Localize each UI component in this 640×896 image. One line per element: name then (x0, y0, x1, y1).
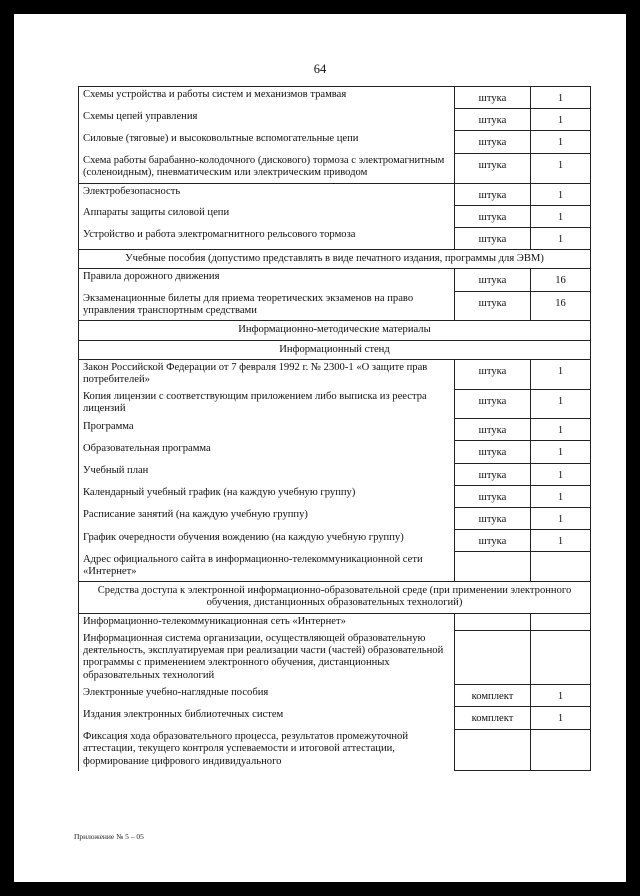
unit-cell: штука (455, 153, 531, 183)
unit-cell: штука (455, 291, 531, 321)
item-name-cell: Устройство и работа электромагнитного рельсового тормоза (79, 227, 455, 249)
table-row (79, 485, 591, 507)
table-row (79, 685, 591, 707)
unit-cell: штука (455, 205, 531, 227)
unit-cell: штука (455, 389, 531, 418)
section-heading-textbooks: Учебные пособия (допустимо представлять в виде печатного издания, программы для ЭВМ) (79, 250, 591, 269)
table-row (79, 552, 591, 582)
item-name-cell: Электробезопасность (79, 183, 455, 205)
quantity-cell: 16 (531, 291, 591, 321)
item-name-cell: Схема работы барабанно-колодочного (дискового) тормоза с электромагнитным (соленоидным), пневматическим или электрическим приводом (79, 153, 455, 183)
item-name-cell: Календарный учебный график (на каждую учебную группу) (79, 485, 455, 507)
table-row (79, 109, 591, 131)
quantity-cell: 1 (531, 507, 591, 529)
quantity-cell (531, 631, 591, 685)
item-name-cell: Электронные учебно-наглядные пособия (79, 685, 455, 707)
unit-cell (455, 552, 531, 582)
section-row (79, 340, 591, 359)
quantity-cell: 1 (531, 463, 591, 485)
footer-note: Приложение № 5 – 05 (74, 832, 144, 841)
section-heading-access: Средства доступа к электронной информационно-образовательной среде (при применении электронного обучения, дистанционных образовательных технологий) (79, 582, 591, 613)
unit-cell: штука (455, 485, 531, 507)
quantity-cell: 1 (531, 109, 591, 131)
table-row (79, 269, 591, 291)
equipment-table (78, 86, 591, 771)
unit-cell: штука (455, 87, 531, 109)
quantity-cell: 1 (531, 685, 591, 707)
item-name-cell: Программа (79, 419, 455, 441)
item-name-cell: Силовые (тяговые) и высоковольтные вспомогательные цепи (79, 131, 455, 153)
item-name-cell: Образовательная программа (79, 441, 455, 463)
item-name-cell: Закон Российской Федерации от 7 февраля 1992 г. № 2300-1 «О защите прав потребителей» (79, 359, 455, 389)
quantity-cell: 1 (531, 183, 591, 205)
table-row (79, 131, 591, 153)
unit-cell: штука (455, 419, 531, 441)
quantity-cell: 1 (531, 389, 591, 418)
section-row (79, 321, 591, 340)
item-name-cell: Информационная система организации, осуществляющей образовательную деятельность, эксплуатируемая при реализации части (частей) образовательной программы с применением электронного обучения, дистанционных образовательных технологий (79, 631, 455, 685)
table-row (79, 419, 591, 441)
table-row (79, 359, 591, 389)
unit-cell (455, 631, 531, 685)
section-heading-stand: Информационный стенд (79, 340, 591, 359)
section-row (79, 250, 591, 269)
table-row (79, 613, 591, 631)
item-name-cell: Учебный план (79, 463, 455, 485)
quantity-cell (531, 613, 591, 631)
page-number: 64 (313, 62, 327, 76)
quantity-cell: 1 (531, 485, 591, 507)
item-name-cell: Информационно-телекоммуникационная сеть «Интернет» (79, 613, 455, 631)
unit-cell: штука (455, 359, 531, 389)
table-row (79, 441, 591, 463)
unit-cell (455, 613, 531, 631)
table-row (79, 153, 591, 183)
quantity-cell: 1 (531, 530, 591, 552)
document-page (14, 14, 626, 882)
table-row (79, 205, 591, 227)
item-name-cell: Фиксация хода образовательного процесса, результатов промежуточной аттестации, текущего контроля успеваемости и итоговой аттестации, формирование цифрового индивидуального (79, 729, 455, 771)
unit-cell: комплект (455, 707, 531, 729)
unit-cell: штука (455, 109, 531, 131)
table-row (79, 530, 591, 552)
unit-cell: штука (455, 530, 531, 552)
quantity-cell: 1 (531, 153, 591, 183)
item-name-cell: Правила дорожного движения (79, 269, 455, 291)
table-row (79, 291, 591, 321)
quantity-cell: 1 (531, 131, 591, 153)
table-row (79, 729, 591, 771)
unit-cell: штука (455, 227, 531, 249)
quantity-cell: 1 (531, 707, 591, 729)
quantity-cell: 16 (531, 269, 591, 291)
unit-cell: штука (455, 441, 531, 463)
quantity-cell: 1 (531, 205, 591, 227)
unit-cell: штука (455, 131, 531, 153)
table-row (79, 707, 591, 729)
item-name-cell: Схемы цепей управления (79, 109, 455, 131)
quantity-cell: 1 (531, 441, 591, 463)
table-row (79, 631, 591, 685)
unit-cell: штука (455, 269, 531, 291)
table-row (79, 87, 591, 109)
table-row (79, 227, 591, 249)
section-row (79, 582, 591, 613)
quantity-cell: 1 (531, 227, 591, 249)
quantity-cell (531, 552, 591, 582)
unit-cell: комплект (455, 685, 531, 707)
table-row (79, 507, 591, 529)
quantity-cell (531, 729, 591, 771)
item-name-cell: Копия лицензии с соответствующим приложением либо выписка из реестра лицензий (79, 389, 455, 418)
section-heading-methodical: Информационно-методические материалы (79, 321, 591, 340)
unit-cell: штука (455, 183, 531, 205)
table-row (79, 463, 591, 485)
unit-cell (455, 729, 531, 771)
item-name-cell: Издания электронных библиотечных систем (79, 707, 455, 729)
quantity-cell: 1 (531, 359, 591, 389)
item-name-cell: Адрес официального сайта в информационно-телекоммуникационной сети «Интернет» (79, 552, 455, 582)
table-row (79, 389, 591, 418)
item-name-cell: График очередности обучения вождению (на каждую учебную группу) (79, 530, 455, 552)
item-name-cell: Экзаменационные билеты для приема теоретических экзаменов на право управления транспортным средствами (79, 291, 455, 321)
unit-cell: штука (455, 507, 531, 529)
item-name-cell: Схемы устройства и работы систем и механизмов трамвая (79, 87, 455, 109)
unit-cell: штука (455, 463, 531, 485)
table-row (79, 183, 591, 205)
quantity-cell: 1 (531, 87, 591, 109)
item-name-cell: Аппараты защиты силовой цепи (79, 205, 455, 227)
item-name-cell: Расписание занятий (на каждую учебную группу) (79, 507, 455, 529)
quantity-cell: 1 (531, 419, 591, 441)
